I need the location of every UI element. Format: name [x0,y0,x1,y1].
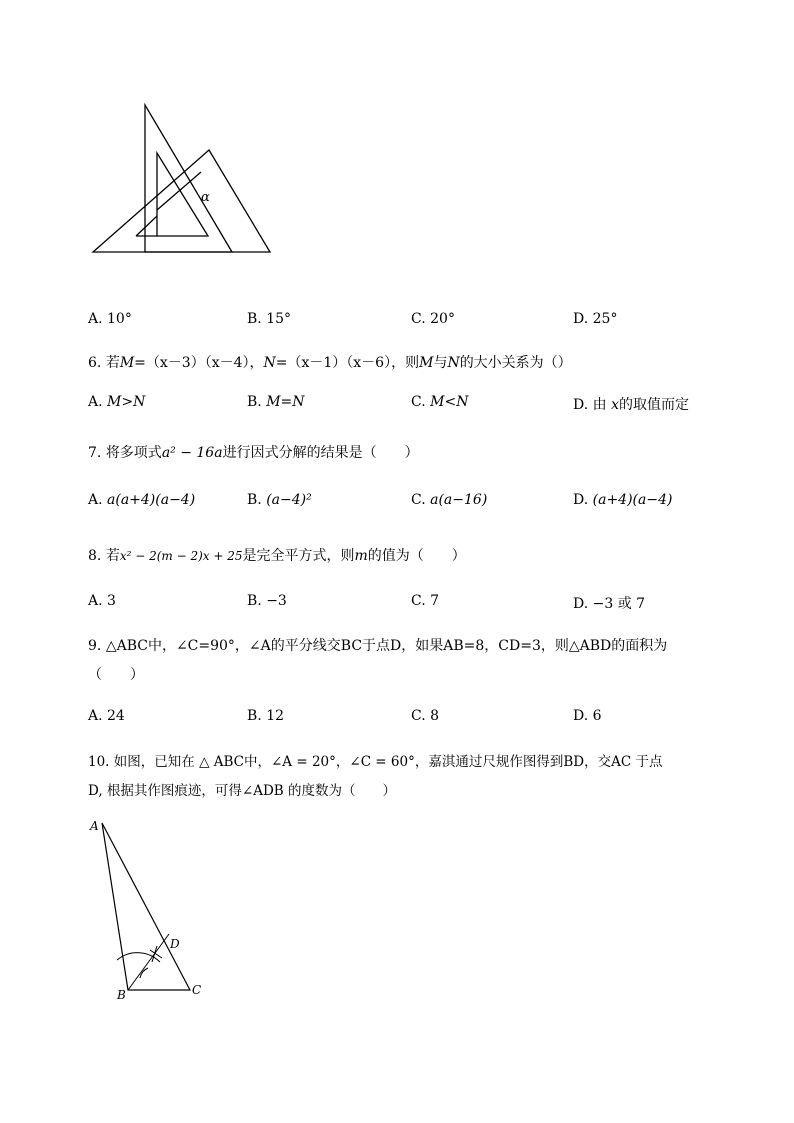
option-text: 6 [592,708,602,724]
option-text: (a−4)² [266,492,312,508]
option-letter: A. [88,593,103,609]
option-letter: C. [411,593,426,609]
q8-expression: x² − 2(m − 2)x + 25 [119,549,243,563]
q6-text-1: 若 [105,355,120,371]
option-text: 15° [266,311,292,327]
var-m: M [119,355,135,371]
question-number: 10. [88,754,110,770]
label-c: C [192,983,202,997]
option-text: 12 [266,708,285,724]
question-number: 7. [88,445,102,461]
option-text: M<N [430,394,469,410]
q7-text-post: 进行因式分解的结果是（ ） [222,445,419,461]
option-var: x [611,397,619,413]
q7-expression: a² − 16a [161,445,223,461]
option-letter: A. [88,311,103,327]
option-text: 7 [430,593,440,609]
option-text-pre: 由 [592,397,607,413]
option-text: 20° [430,311,455,327]
option-letter: B. [247,311,262,327]
segment-bd [128,934,169,990]
option-text: a(a−16) [430,492,488,508]
label-b: B [117,988,126,1002]
alpha-label: α [201,190,210,205]
arc-lower [140,968,148,978]
question-number: 9. [88,638,102,654]
q8-text-pre: 若 [105,548,120,564]
var-m: m [354,548,368,564]
construction-marks [117,934,169,990]
option-letter: D. [573,397,589,413]
option-text: M=N [266,394,305,410]
var-n-2: N [447,355,460,371]
option-letter: D. [573,492,589,508]
q6-text-5: 的大小关系为（） [459,355,572,371]
q7-text-pre: 将多项式 [105,445,162,461]
q6-text-2: =（x－3）（x－4）， [134,355,264,371]
option-text: 24 [107,708,125,724]
option-letter: B. [247,492,262,508]
option-letter: C. [411,311,426,327]
q9-text-1: △ABC中，∠C=90°，∠A的平分线交BC于点D，如果AB=8，CD=3，则△ABD的面积为 [105,638,668,654]
option-letter: C. [411,394,426,410]
q10-text-1: 如图，已知在 △ ABC中，∠A = 20°，∠C = 60°，嘉淇通过尺规作图得到BD，交AC 于点 [113,754,663,770]
q6-text-4: 与 [433,355,448,371]
label-a: A [90,819,99,833]
option-text: 3 [107,593,116,609]
option-letter: A. [88,492,103,508]
option-text: 25° [592,311,618,327]
question-number: 8. [88,548,102,564]
option-text-post: 的取值而定 [619,397,689,413]
option-text: 8 [430,708,440,724]
option-letter: B. [247,708,262,724]
q8-text-mid: 是完全平方式，则 [242,548,355,564]
option-letter: B. [247,593,262,609]
option-text: (a+4)(a−4) [592,492,673,508]
option-letter: A. [88,708,103,724]
option-letter: D. [573,596,589,612]
option-text: −3 或 7 [592,596,646,612]
q6-text-3: =（x－1）（x－6），则 [275,355,420,371]
option-letter: A. [88,394,103,410]
option-text: 10° [107,311,132,327]
question-number: 6. [88,355,102,371]
q9-text-2: （ ） [88,667,144,683]
option-text: a(a+4)(a−4) [107,492,196,508]
option-letter: C. [411,708,426,724]
var-m-2: M [419,355,434,371]
option-text: −3 [266,593,287,609]
q8-text-post: 的值为（ ） [367,548,466,564]
option-letter: C. [411,492,426,508]
label-d: D [170,937,180,951]
var-n: N [263,355,276,371]
option-letter: D. [573,311,589,327]
option-letter: B. [247,394,262,410]
option-letter: D. [573,708,589,724]
q10-text-2: D, 根据其作图痕迹，可得∠ADB 的度数为（ ） [88,783,397,799]
option-text: M>N [107,394,146,410]
